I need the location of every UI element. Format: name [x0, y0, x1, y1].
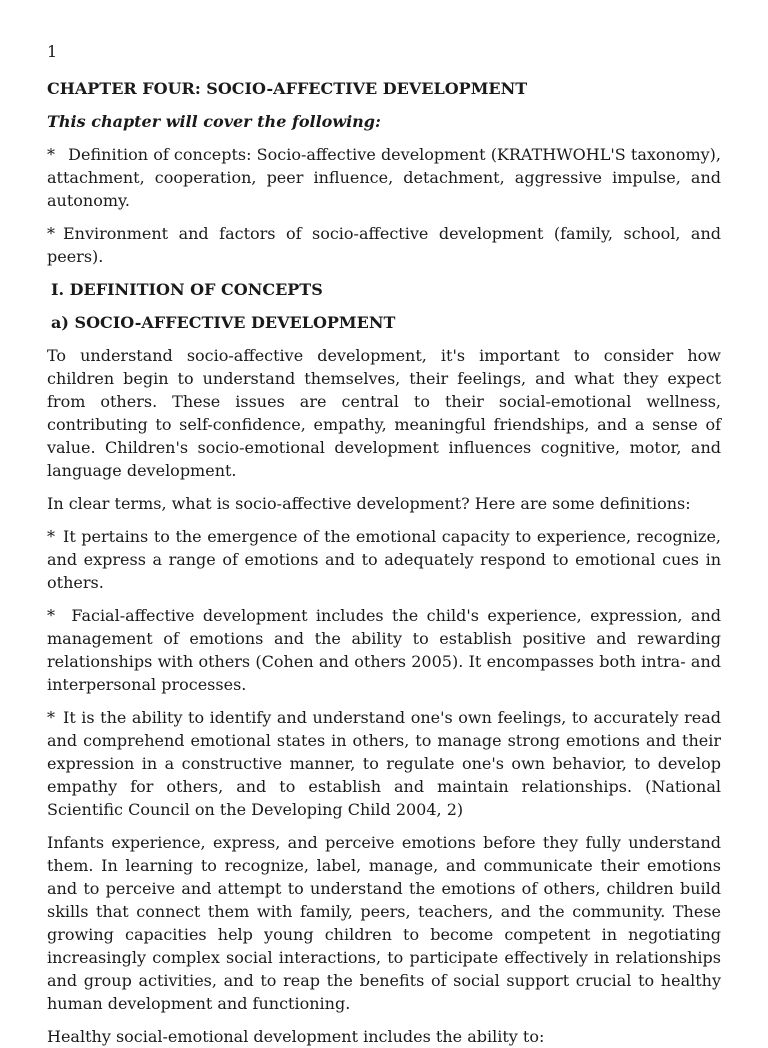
bullet-marker: * — [47, 527, 55, 546]
definition-item — [47, 525, 721, 594]
definition-text: It is the ability to identify and understand one's own feelings, to accurately read and comprehend emotional states in others, to manage strong emotions and their expression in a constructive manner, to regulate one's own behavior, to develop empathy for others, and to establish and maintain relationships. (National Scientific Council on the Developing Child 2004, 2) — [47, 708, 721, 819]
definition-item — [47, 706, 721, 821]
body-paragraph: Healthy social-emotional development includes the ability to: — [47, 1027, 545, 1046]
cover-item-text: Definition of concepts: Socio-affective development (KRATHWOHL'S taxonomy), attachment, cooperation, peer influence, detachment, aggressive impulse, and autonomy. — [47, 145, 721, 210]
bullet-marker: * — [47, 606, 55, 625]
body-paragraph: Infants experience, express, and perceive emotions before they fully understand them. In learning to recognize, label, manage, and communicate their emotions and to perceive and attempt to understand the emotions of others, children build skills that connect them with family, peers, teachers, and the community. These growing capacities help young children to become competent in negotiating increasingly complex social interactions, to participate effectively in relationships and group activities, and to reap the benefits of social support crucial to healthy human development and functioning. — [47, 833, 721, 1013]
cover-item — [47, 222, 721, 268]
subsection-heading: a) SOCIO-AFFECTIVE DEVELOPMENT — [51, 313, 396, 332]
definition-text: It pertains to the emergence of the emotional capacity to experience, recognize, and express a range of emotions and to adequately respond to emotional cues in others. — [47, 527, 721, 592]
page-number: 1 — [47, 42, 58, 61]
bullet-marker: * — [47, 224, 55, 243]
chapter-intro: This chapter will cover the following: — [47, 112, 381, 131]
chapter-title: CHAPTER FOUR: SOCIO-AFFECTIVE DEVELOPMENT — [47, 79, 528, 98]
cover-item-text: Environment and factors of socio-affective development (family, school, and peers). — [47, 224, 721, 266]
body-paragraph: To understand socio-affective development, it's important to consider how children begin to understand themselves, their feelings, and what they expect from others. These issues are central to their social-emotional wellness, contributing to self-confidence, empathy, meaningful friendships, and a sense of value. Children's socio-emotional development influences cognitive, motor, and language development. — [47, 346, 721, 480]
bullet-marker: * — [47, 708, 55, 727]
bullet-marker: * — [47, 145, 55, 164]
cover-item — [47, 143, 721, 212]
definition-text: Facial-affective development includes the child's experience, expression, and management of emotions and the ability to establish positive and rewarding relationships with others (Cohen and others 2005). It encompasses both intra- and interpersonal processes. — [47, 606, 722, 694]
section-heading: I. DEFINITION OF CONCEPTS — [51, 280, 323, 299]
definition-item — [47, 604, 721, 696]
body-paragraph: In clear terms, what is socio-affective development? Here are some definitions: — [47, 494, 691, 513]
